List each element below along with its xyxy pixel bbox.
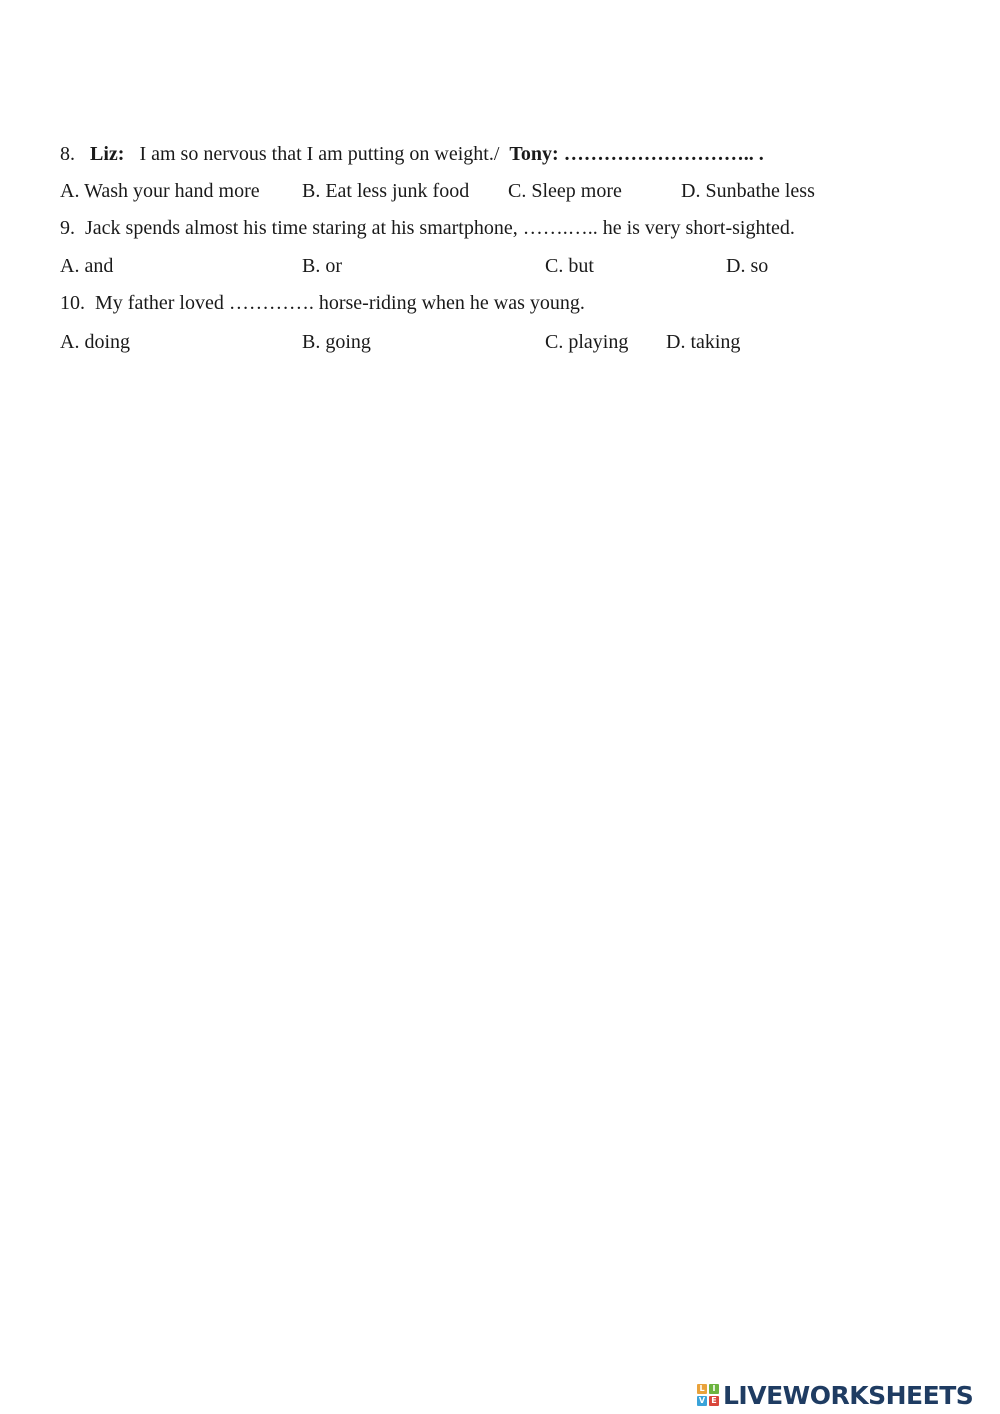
speaker-liz: Liz: bbox=[90, 143, 125, 165]
logo-text: LIVEWORKSHEETS bbox=[723, 1380, 974, 1410]
logo-mark-letter: I bbox=[709, 1384, 719, 1394]
question-8 bbox=[60, 142, 764, 166]
option-c[interactable]: C. Sleep more bbox=[508, 180, 622, 202]
option-d[interactable]: D. Sunbathe less bbox=[681, 180, 815, 202]
option-c[interactable]: C. but bbox=[545, 255, 594, 277]
question-number: 10. bbox=[60, 292, 85, 314]
question-text: Jack spends almost his time staring at his smartphone, …….….. he is very short-sighted. bbox=[85, 217, 795, 239]
question-text: My father loved …………. horse-riding when he was young. bbox=[95, 292, 585, 314]
option-d[interactable]: D. so bbox=[726, 255, 769, 277]
logo-mark-letter: L bbox=[697, 1384, 707, 1394]
option-a[interactable]: A. doing bbox=[60, 331, 130, 353]
answer-blank[interactable]: ……………………….. . bbox=[563, 143, 764, 165]
liveworksheets-logo bbox=[697, 1380, 973, 1410]
question-number: 9. bbox=[60, 217, 75, 239]
question-9 bbox=[60, 216, 795, 240]
option-d[interactable]: D. taking bbox=[666, 331, 741, 353]
logo-mark-letter: V bbox=[698, 1396, 706, 1405]
option-c[interactable]: C. playing bbox=[545, 331, 629, 353]
question-10 bbox=[60, 291, 585, 315]
logo-mark-letter: E bbox=[709, 1396, 719, 1406]
question-text: I am so nervous that I am putting on weight./ bbox=[139, 143, 500, 165]
logo-mark-icon bbox=[697, 1384, 719, 1406]
option-b[interactable]: B. going bbox=[302, 331, 371, 353]
option-b[interactable]: B. Eat less junk food bbox=[302, 180, 470, 202]
option-b[interactable]: B. or bbox=[302, 255, 342, 277]
speaker-tony: Tony: bbox=[509, 143, 559, 165]
option-a[interactable]: A. Wash your hand more bbox=[60, 180, 260, 202]
option-a[interactable]: A. and bbox=[60, 255, 114, 277]
question-number: 8. bbox=[60, 143, 75, 165]
